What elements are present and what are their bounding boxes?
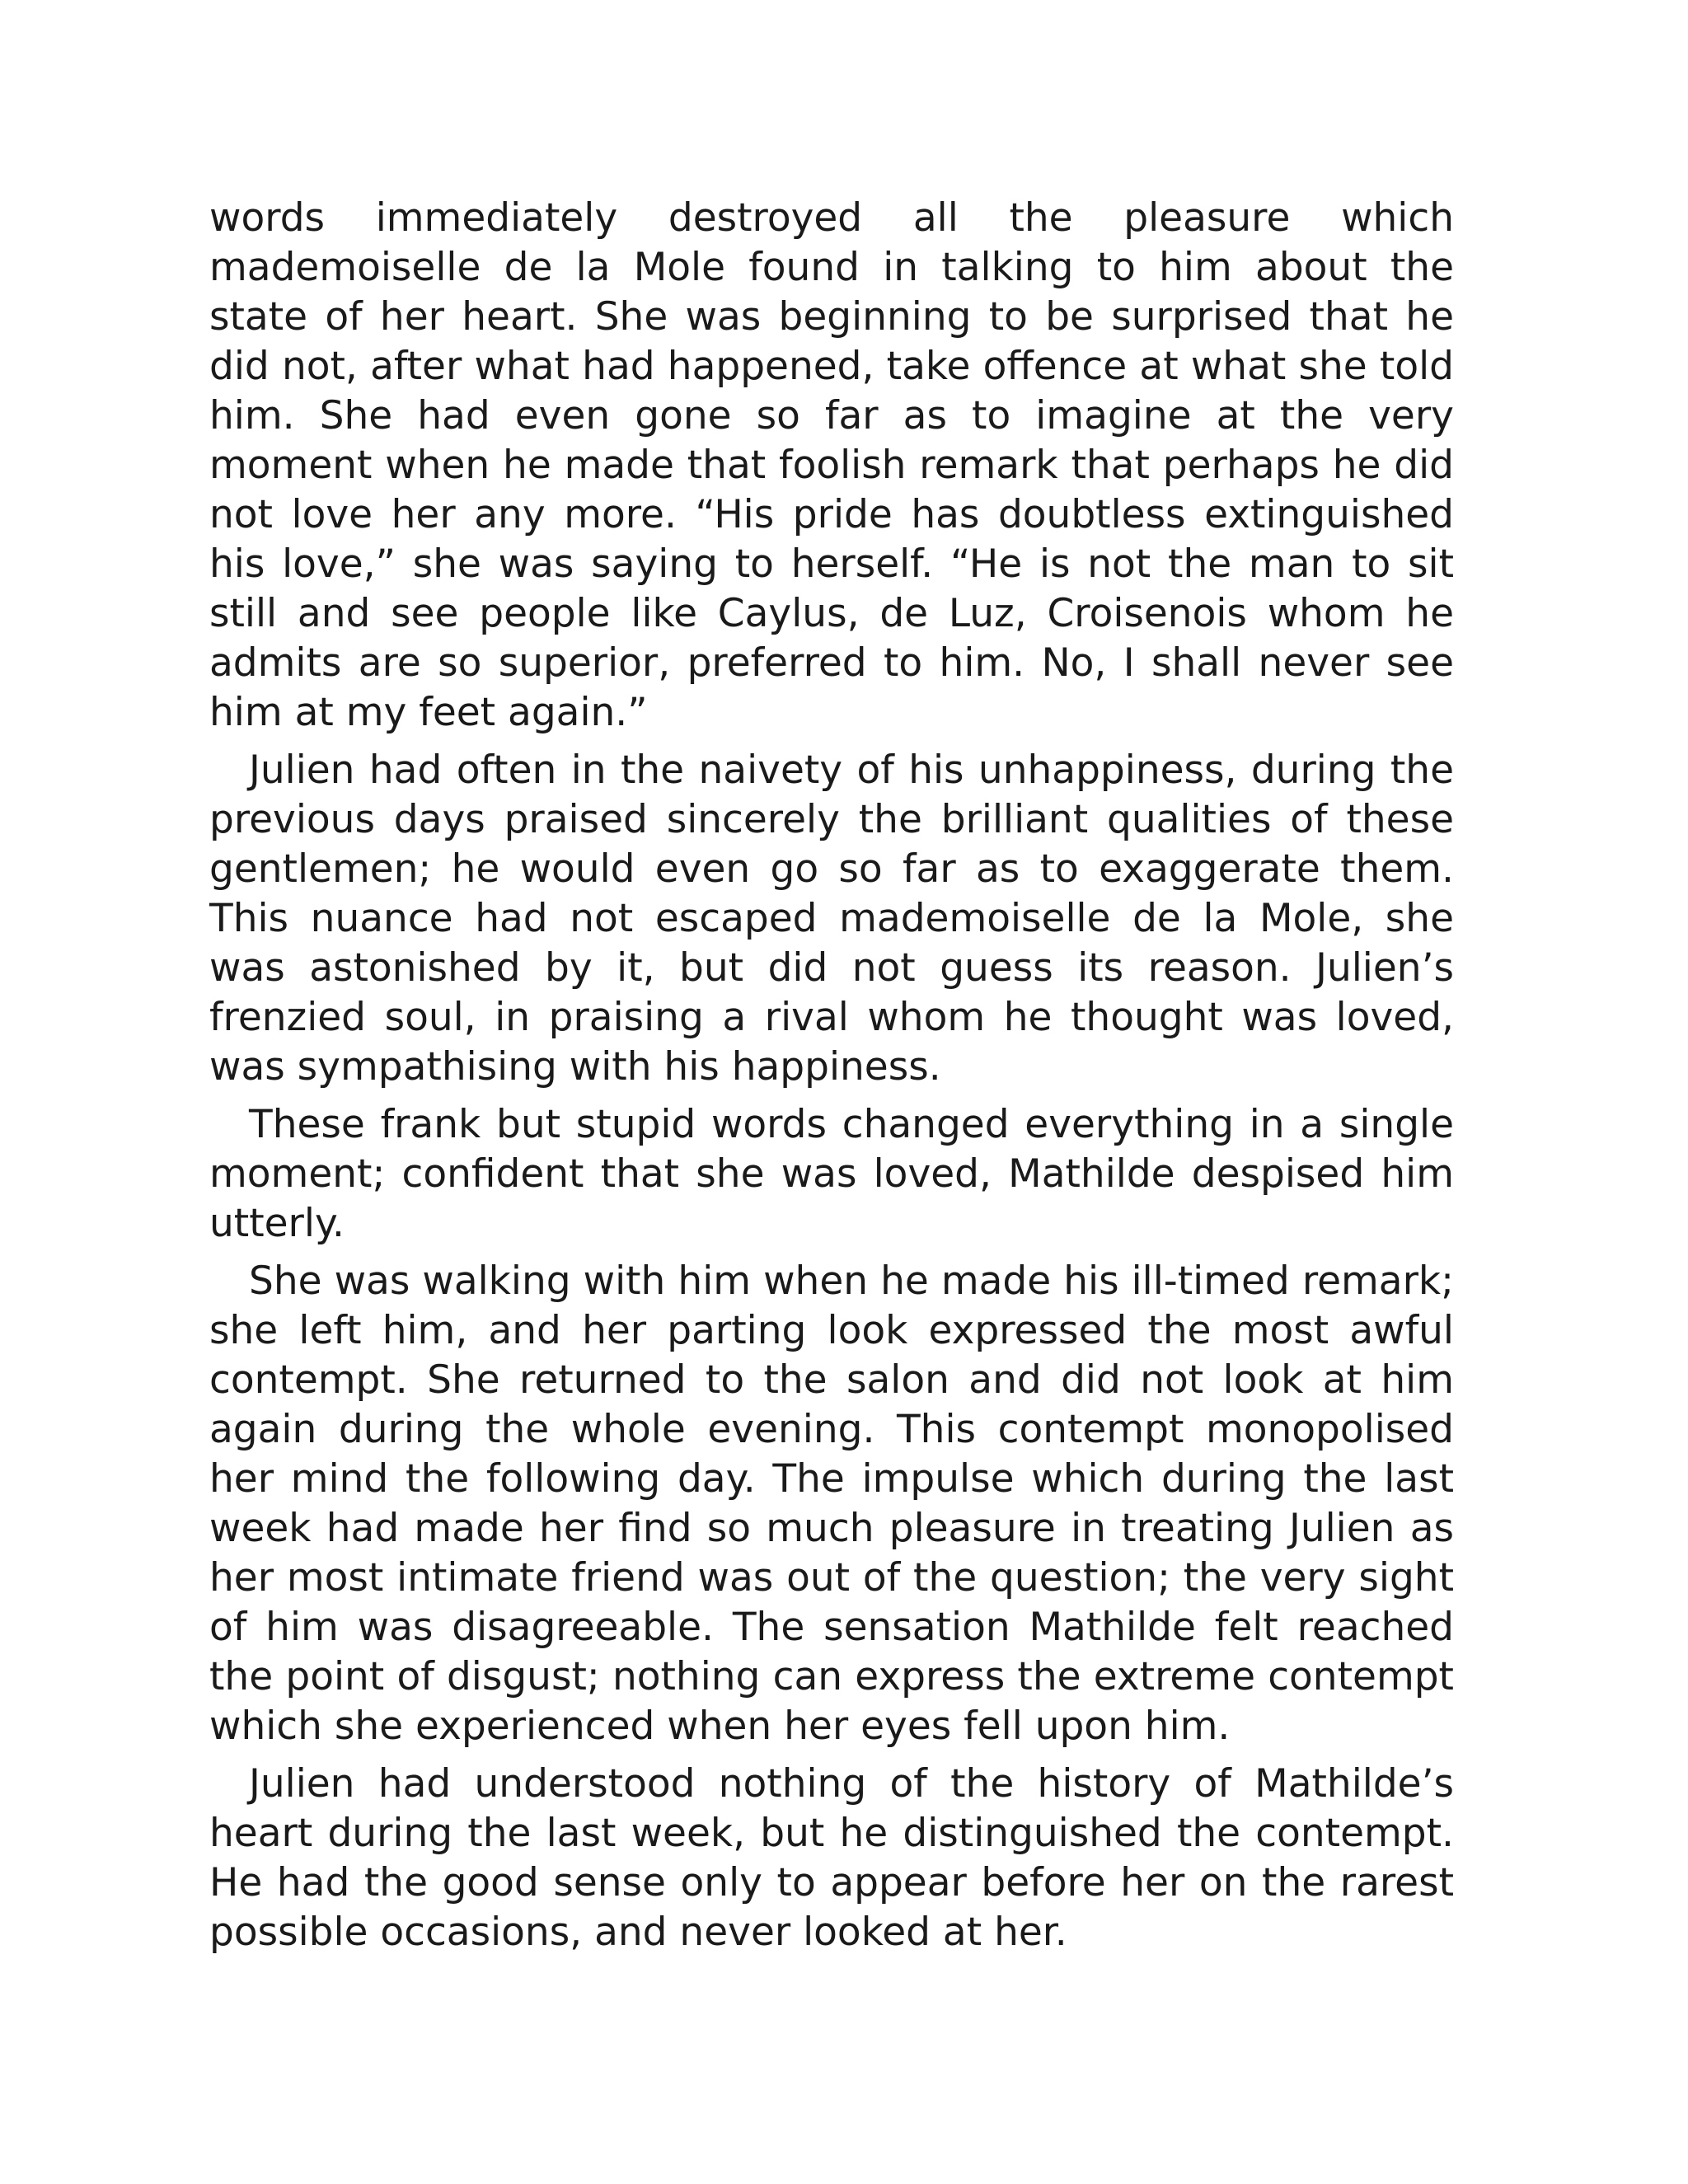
body-text bbox=[209, 194, 1454, 1966]
paragraph-2: Julien had often in the naivety of his unhappiness, during the previous days praised sincerely the brilliant qualities of these gentlemen; he would even go so far as to exaggerate them. This nuance had not escaped mademoiselle de la Mole, she was astonished by it, but did not guess its reason. Julien’s frenzied soul, in praising a rival whom he thought was loved, was sympathising with his happiness. bbox=[209, 748, 1454, 1090]
paragraph-5: Julien had understood nothing of the history of Mathilde’s heart during the last week, but he distinguished the contempt. He had the good sense only to appear before her on the rarest possible occasions, and never looked at her. bbox=[209, 1761, 1454, 1955]
paragraph-3: These frank but stupid words changed everything in a single moment; confident that she was loved, Mathilde despised him utterly. bbox=[209, 1102, 1454, 1246]
paragraph-4: She was walking with him when he made his ill-timed remark; she left him, and her parting look expressed the most awful contempt. She returned to the salon and did not look at him again during the whole evening. This contempt monopolised her mind the following day. The impulse which during the last week had made her find so much pleasure in treating Julien as her most intimate friend was out of the question; the very sight of him was disagreeable. The sensation Mathilde felt reached the point of disgust; nothing can express the extreme contempt which she experienced when her eyes fell upon him. bbox=[209, 1258, 1454, 1749]
paragraph-1: words immediately destroyed all the pleasure which mademoiselle de la Mole found in talking to him about the state of her heart. She was beginning to be surprised that he did not, after what had happened, take offence at what she told him. She had even gone so far as to imagine at the very moment when he made that foolish remark that perhaps he did not love her any more. “His pride has doubtless extinguished his love,” she was saying to herself. “He is not the man to sit still and see people like Caylus, de Luz, Croisenois whom he admits are so superior, preferred to him. No, I shall never see him at my feet again.” bbox=[209, 195, 1454, 735]
